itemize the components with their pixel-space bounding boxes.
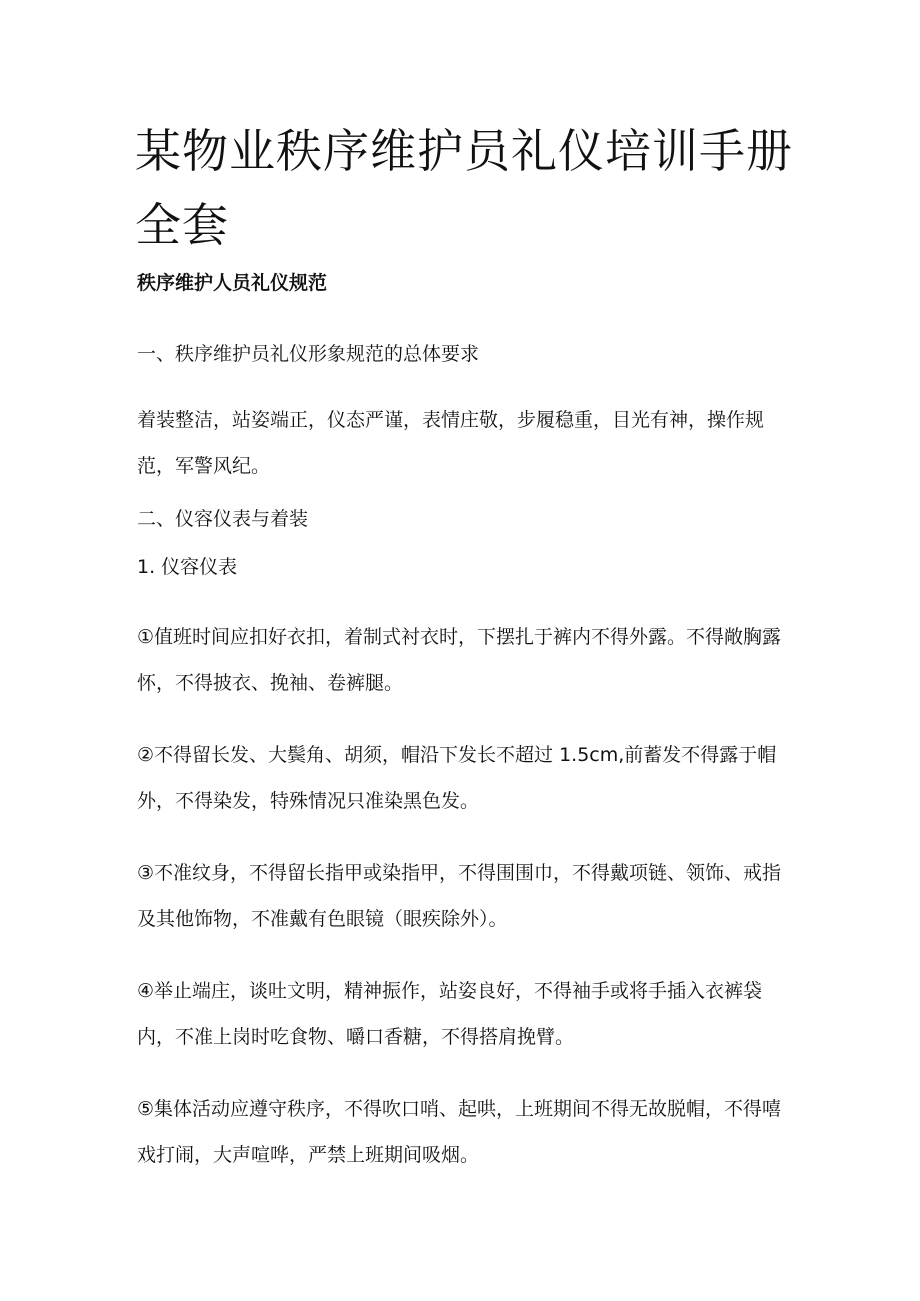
rule-item-3: ③不准纹身，不得留长指甲或染指甲，不得围围巾，不得戴项链、领饰、戒指及其他饰物，不准戴有色眼镜（眼疾除外）。 <box>137 862 782 930</box>
subsection-1-heading: 1. 仪容仪表 <box>137 556 238 578</box>
rule-item-4: ④举止端庄，谈吐文明，精神振作，站姿良好，不得袖手或将手插入衣裤袋内，不准上岗时吃食物、嚼口香糖，不得搭肩挽臂。 <box>137 980 763 1048</box>
rule-item-1: ①值班时间应扣好衣扣，着制式衬衣时，下摆扎于裤内不得外露。不得敞胸露怀，不得披衣、挽袖、卷裤腿。 <box>137 626 782 694</box>
section-1-paragraph: 着装整洁，站姿端正，仪态严谨，表情庄敬，步履稳重，目光有神，操作规范，军警风纪。 <box>137 409 765 477</box>
section-2-heading: 二、仪容仪表与着装 <box>137 508 309 530</box>
document-title: 某物业秩序维护员礼仪培训手册全套 <box>135 124 793 252</box>
rule-item-5: ⑤集体活动应遵守秩序，不得吹口哨、起哄，上班期间不得无故脱帽，不得嘻戏打闹，大声喧哗，严禁上班期间吸烟。 <box>137 1098 782 1166</box>
rule-item-2: ②不得留长发、大鬓角、胡须，帽沿下发长不超过 1.5cm,前蓄发不得露于帽外，不得染发，特殊情况只准染黑色发。 <box>137 744 777 812</box>
section-1-heading: 一、秩序维护员礼仪形象规范的总体要求 <box>137 343 480 365</box>
document-subtitle: 秩序维护人员礼仪规范 <box>137 272 328 294</box>
